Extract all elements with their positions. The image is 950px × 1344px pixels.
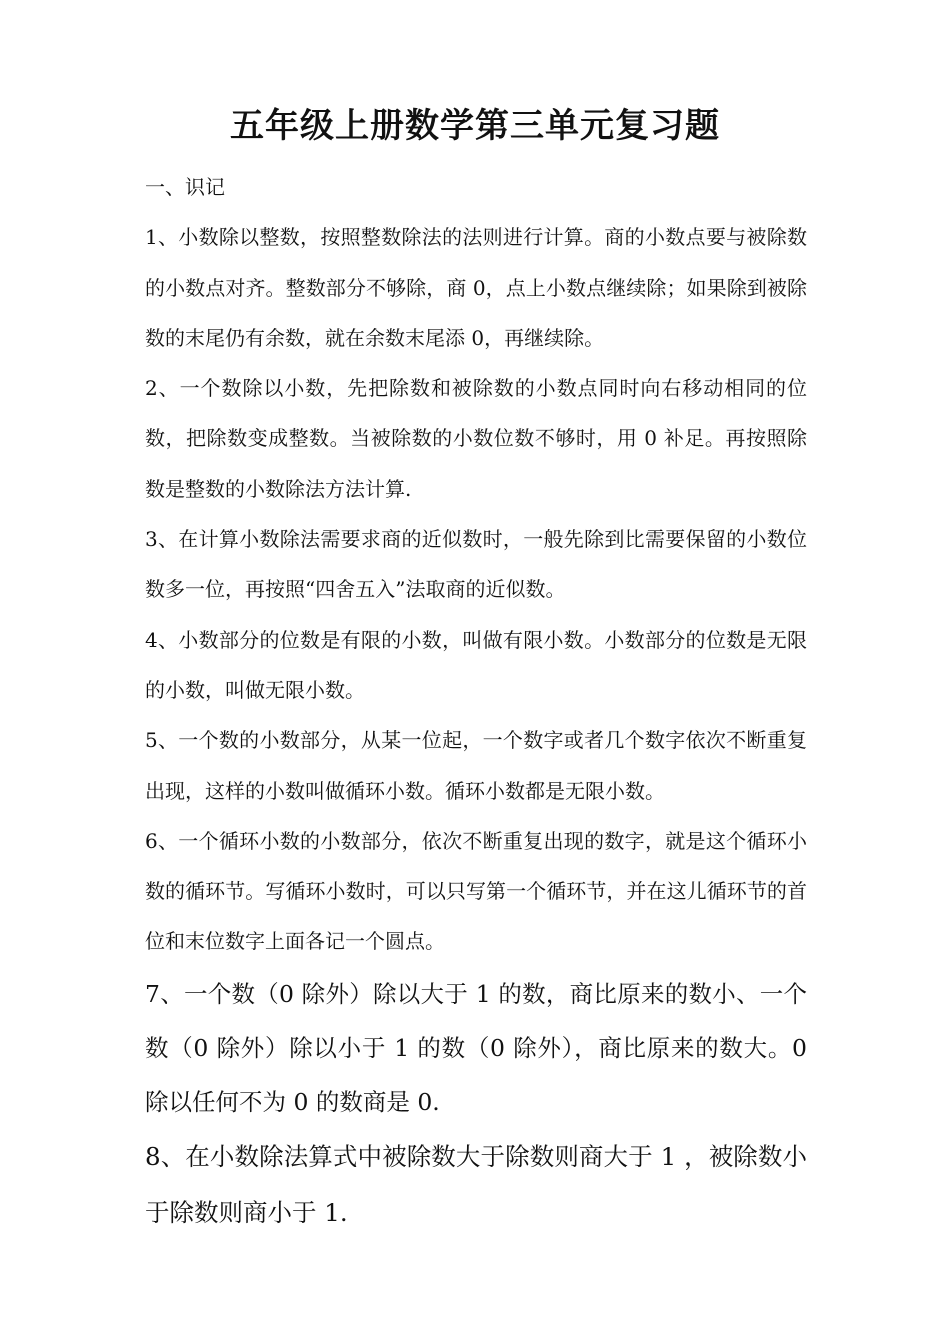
item-8: 8、在小数除法算式中被除数大于除数则商大于 1 ，被除数小于除数则商小于 1. xyxy=(145,1141,807,1227)
item-2: 2、一个数除以小数，先把除数和被除数的小数点同时向右移动相同的位数，把除数变成整数。当被除数的小数位数不够时，用 0 补足。再按照除数是整数的小数除法方法计算. xyxy=(145,376,807,501)
document-body xyxy=(145,162,807,1241)
section-heading: 一、识记 xyxy=(145,175,225,199)
item-1: 1、小数除以整数，按照整数除法的法则进行计算。商的小数点要与被除数的小数点对齐。整数部分不够除，商 0，点上小数点继续除；如果除到被除数的末尾仍有余数，就在余数末尾添 0，再继续除。 xyxy=(145,225,807,350)
item-7: 7、一个数（0 除外）除以大于 1 的数，商比原来的数小、一个数（0 除外）除以小于 1 的数（0 除外），商比原来的数大。0 除以任何不为 0 的数商是 0. xyxy=(145,979,807,1116)
item-6: 6、一个循环小数的小数部分，依次不断重复出现的数字，就是这个循环小数的循环节。写循环小数时，可以只写第一个循环节，并在这儿循环节的首位和末位数字上面各记一个圆点。 xyxy=(145,828,807,954)
item-4: 4、小数部分的位数是有限的小数，叫做有限小数。小数部分的位数是无限的小数，叫做无限小数。 xyxy=(145,627,807,702)
item-3: 3、在计算小数除法需要求商的近似数时，一般先除到比需要保留的小数位数多一位，再按照“四舍五入”法取商的近似数。 xyxy=(145,527,807,602)
document-title: 五年级上册数学第三单元复习题 xyxy=(230,106,720,146)
item-5: 5、一个数的小数部分，从某一位起，一个数字或者几个数字依次不断重复出现，这样的小数叫做循环小数。循环小数都是无限小数。 xyxy=(145,728,807,803)
